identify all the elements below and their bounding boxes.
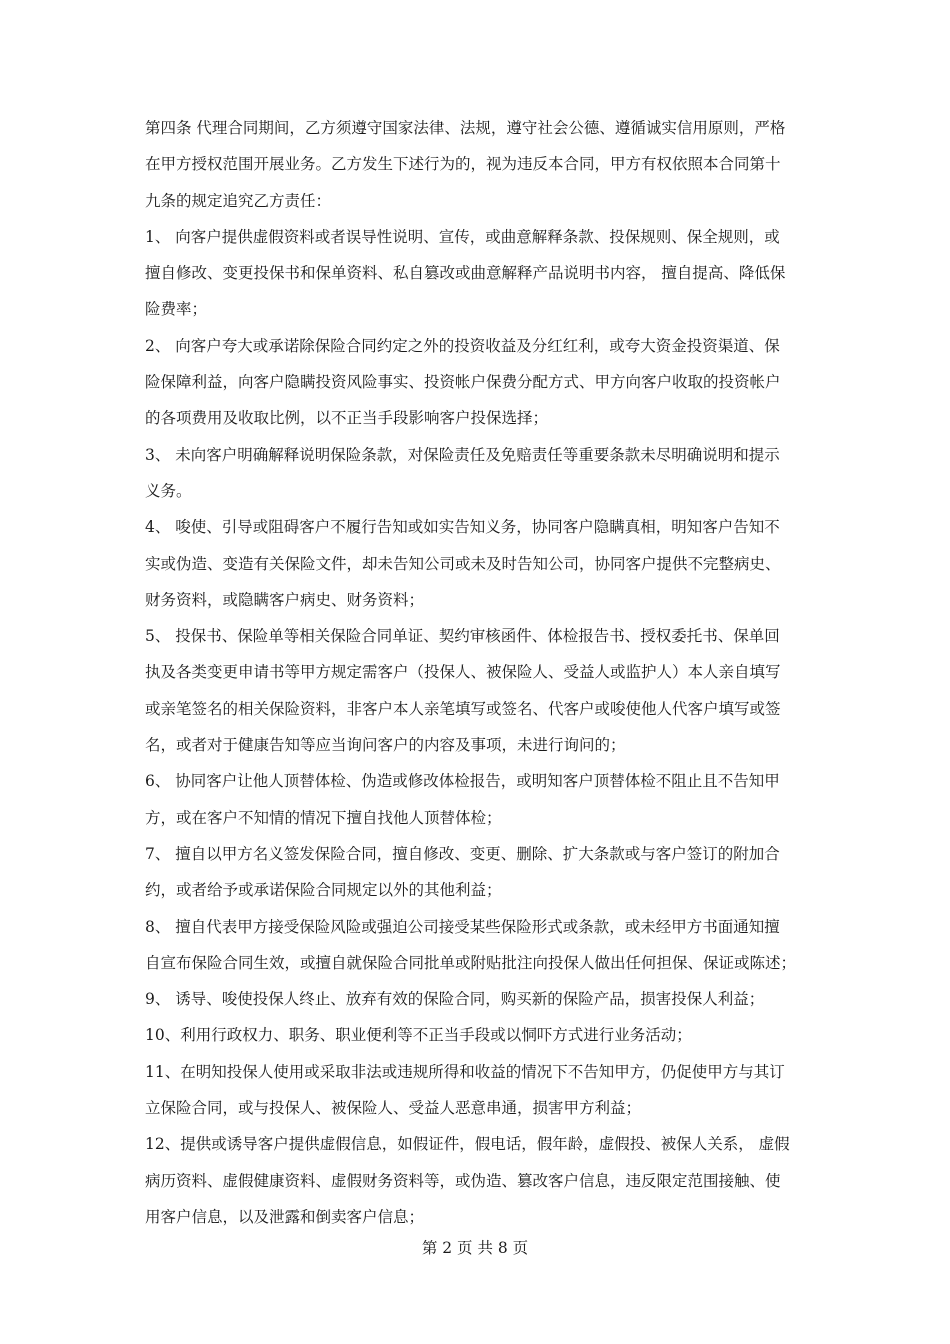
text-line: 财务资料，或隐瞒客户病史、财务资料； bbox=[145, 590, 425, 609]
text-line: 险保障利益，向客户隐瞒投资风险事实、投资帐户保费分配方式、甲方向客户收取的投资帐户 bbox=[145, 373, 781, 392]
text-line: 5、 投保书、保险单等相关保险合同单证、契约审核函件、体检报告书、授权委托书、保单回 bbox=[145, 627, 780, 646]
text-line: 立保险合同，或与投保人、被保险人、受益人恶意串通，损害甲方利益； bbox=[145, 1099, 642, 1118]
text-line: 名，或者对于健康告知等应当询问客户的内容及事项，未进行询问的； bbox=[145, 736, 626, 755]
text-line: 4、 唆使、引导或阻碍客户不履行告知或如实告知义务，协同客户隐瞒真相，明知客户告知不 bbox=[145, 518, 780, 537]
text-line: 约，或者给予或承诺保险合同规定以外的其他利益； bbox=[145, 881, 502, 900]
page-footer: 第 2 页 共 8 页 bbox=[421, 1239, 529, 1257]
text-line: 实或伪造、变造有关保险文件，却未告知公司或未及时告知公司，协同客户提供不完整病史、 bbox=[145, 554, 781, 573]
text-line: 险费率； bbox=[145, 300, 208, 319]
text-line: 在甲方授权范围开展业务。乙方发生下述行为的，视为违反本合同，甲方有权依照本合同第十 bbox=[145, 155, 781, 174]
text-line: 的各项费用及收取比例，以不正当手段影响客户投保选择； bbox=[145, 409, 549, 428]
text-line: 2、 向客户夸大或承诺除保险合同约定之外的投资收益及分红红利，或夸大资金投资渠道、保 bbox=[145, 336, 780, 355]
text-line: 执及各类变更申请书等甲方规定需客户（投保人、被保险人、受益人或监护人）本人亲自填写 bbox=[145, 663, 781, 682]
text-line: 9、 诱导、唆使投保人终止、放弃有效的保险合同，购买新的保险产品，损害投保人利益； bbox=[145, 990, 765, 1009]
text-line: 1、 向客户提供虚假资料或者误导性说明、宣传，或曲意解释条款、投保规则、保全规则，或 bbox=[145, 227, 780, 246]
text-line: 九条的规定追究乙方责任： bbox=[145, 191, 332, 210]
text-line: 12、提供或诱导客户提供虚假信息，如假证件，假电话，假年龄，虚假投、被保人关系， 虚假 bbox=[145, 1135, 790, 1154]
text-line: 义务。 bbox=[145, 481, 192, 500]
text-line: 3、 未向客户明确解释说明保险条款，对保险责任及免赔责任等重要条款未尽明确说明和提示 bbox=[145, 445, 780, 464]
text-line: 方，或在客户不知情的情况下擅自找他人顶替体检； bbox=[145, 808, 502, 827]
text-line: 第四条 代理合同期间，乙方须遵守国家法律、法规，遵守社会公德、遵循诚实信用原则，严格 bbox=[145, 119, 786, 137]
text-line: 擅自修改、变更投保书和保单资料、私自篡改或曲意解释产品说明书内容， 擅自提高、降低保 bbox=[145, 264, 786, 283]
text-line: 自宣布保险合同生效，或擅自就保险合同批单或附贴批注向投保人做出任何担保、保证或陈述； bbox=[145, 953, 797, 972]
text-line: 7、 擅自以甲方名义签发保险合同，擅自修改、变更、删除、扩大条款或与客户签订的附加合 bbox=[145, 844, 780, 863]
text-line: 病历资料、虚假健康资料、虚假财务资料等，或伪造、篡改客户信息，违反限定范围接触、使 bbox=[145, 1171, 781, 1190]
text-line: 或亲笔签名的相关保险资料，非客户本人亲笔填写或签名、代客户或唆使他人代客户填写或签 bbox=[145, 699, 781, 718]
text-line: 10、利用行政权力、职务、职业便利等不正当手段或以恫吓方式进行业务活动； bbox=[145, 1026, 692, 1045]
text-line: 11、在明知投保人使用或采取非法或违规所得和收益的情况下不告知甲方，仍促使甲方与其订 bbox=[145, 1062, 785, 1081]
document-body bbox=[145, 110, 810, 1235]
text-line: 用客户信息，以及泄露和倒卖客户信息； bbox=[145, 1207, 425, 1226]
text-line: 8、 擅自代表甲方接受保险风险或强迫公司接受某些保险形式或条款，或未经甲方书面通知擅 bbox=[145, 917, 780, 936]
text-line: 6、 协同客户让他人顶替体检、伪造或修改体检报告，或明知客户顶替体检不阻止且不告知甲 bbox=[145, 772, 780, 791]
